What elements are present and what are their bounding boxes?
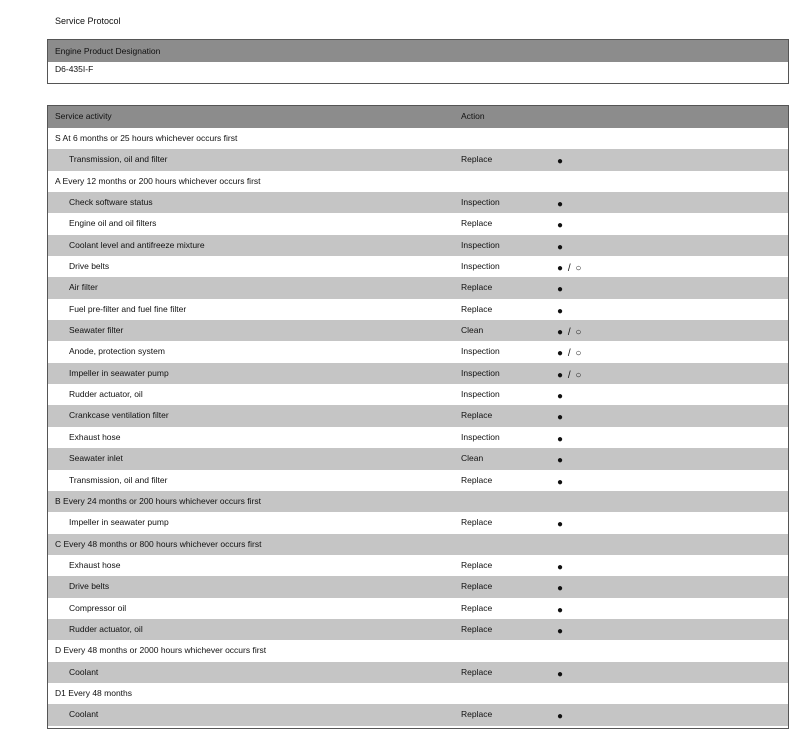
service-activity-cell: D1 Every 48 months <box>55 687 133 698</box>
action-cell: Replace <box>461 559 493 570</box>
action-cell: Inspection <box>461 239 500 250</box>
service-activity-cell: Rudder actuator, oil <box>69 389 143 400</box>
table-row <box>48 320 788 341</box>
status-mark-icon: ● / ○ <box>557 327 583 339</box>
interval-group-row <box>48 171 788 192</box>
service-activity-cell: Anode, protection system <box>69 346 165 357</box>
product-designation-header: Engine Product Designation <box>48 40 788 62</box>
action-cell: Inspection <box>461 431 500 442</box>
status-mark-icon: ● <box>557 284 565 296</box>
action-cell: Inspection <box>461 197 500 208</box>
action-cell: Replace <box>461 666 493 677</box>
table-row <box>48 299 788 320</box>
status-mark-icon: ● <box>557 711 565 723</box>
status-mark-icon: ● <box>557 412 565 424</box>
service-activity-cell: S At 6 months or 25 hours whichever occurs first <box>55 133 238 143</box>
service-activity-cell: Seawater inlet <box>69 453 123 464</box>
service-activity-cell: Fuel pre-filter and fuel fine filter <box>69 303 187 314</box>
service-activity-cell: Coolant <box>69 709 99 720</box>
table-row <box>48 149 788 170</box>
status-mark-icon: ● <box>557 220 565 232</box>
status-mark-icon: ● / ○ <box>557 369 583 381</box>
service-activity-cell: A Every 12 months or 200 hours whichever occurs first <box>55 175 261 186</box>
table-row <box>48 662 788 683</box>
action-cell: Clean <box>461 453 484 464</box>
table-row <box>48 512 788 533</box>
status-mark-icon: ● <box>557 241 565 253</box>
status-mark-icon: ● <box>557 199 565 211</box>
table-row <box>48 405 788 426</box>
action-cell: Inspection <box>461 367 500 378</box>
interval-group-row <box>48 128 788 149</box>
table-row <box>48 384 788 405</box>
action-cell: Inspection <box>461 261 500 272</box>
table-row <box>48 341 788 362</box>
status-mark-icon: ● <box>557 668 565 680</box>
status-mark-icon: ● <box>557 625 565 637</box>
status-mark-icon: ● <box>557 391 565 403</box>
action-cell: Replace <box>461 218 493 229</box>
service-activity-table <box>47 105 789 729</box>
table-row <box>48 277 788 298</box>
product-designation-box <box>47 39 789 84</box>
service-activity-cell: Drive belts <box>69 261 110 272</box>
status-mark-icon: ● / ○ <box>557 263 583 275</box>
table-row <box>48 235 788 256</box>
service-activity-cell: D Every 48 months or 2000 hours whichever occurs first <box>55 645 267 656</box>
table-row <box>48 555 788 576</box>
action-cell: Inspection <box>461 389 500 400</box>
action-cell: Replace <box>461 303 493 314</box>
action-cell: Replace <box>461 517 493 528</box>
table-row <box>48 448 788 469</box>
table-row <box>48 213 788 234</box>
service-activity-cell: Coolant level and antifreeze mixture <box>69 239 205 250</box>
action-cell: Replace <box>461 474 493 485</box>
service-activity-cell: Seawater filter <box>69 325 124 336</box>
service-activity-cell: Impeller in seawater pump <box>69 517 169 528</box>
product-designation-value: D6-435I-F <box>48 62 788 83</box>
status-mark-icon: ● <box>557 455 565 467</box>
table-header-row <box>48 106 788 128</box>
table-body <box>48 128 788 726</box>
interval-group-row <box>48 683 788 704</box>
action-cell: Replace <box>461 581 493 592</box>
interval-group-row <box>48 640 788 661</box>
service-activity-cell: Check software status <box>69 197 153 208</box>
action-cell: Replace <box>461 410 493 421</box>
status-mark-icon: ● <box>557 561 565 573</box>
action-cell: Clean <box>461 325 484 336</box>
service-activity-cell: Exhaust hose <box>69 431 121 442</box>
action-cell: Inspection <box>461 346 500 357</box>
service-activity-cell: Drive belts <box>69 581 110 592</box>
service-activity-cell: Compressor oil <box>69 602 127 613</box>
service-activity-cell: Exhaust hose <box>69 559 121 570</box>
service-activity-cell: B Every 24 months or 200 hours whichever occurs first <box>55 495 261 506</box>
service-activity-cell: Air filter <box>69 282 98 293</box>
status-mark-icon: ● <box>557 519 565 531</box>
table-row <box>48 470 788 491</box>
table-row <box>48 256 788 277</box>
service-activity-cell: Engine oil and oil filters <box>69 218 157 229</box>
status-mark-icon: ● <box>557 433 565 445</box>
document-title: Service Protocol <box>55 16 121 26</box>
table-row <box>48 576 788 597</box>
table-row <box>48 704 788 725</box>
table-row <box>48 192 788 213</box>
status-mark-icon: ● <box>557 604 565 616</box>
status-mark-icon: ● / ○ <box>557 348 583 360</box>
table-row <box>48 619 788 640</box>
service-activity-cell: Transmission, oil and filter <box>69 154 168 165</box>
action-cell: Replace <box>461 282 493 293</box>
service-activity-cell: Coolant <box>69 666 99 677</box>
action-cell: Replace <box>461 623 493 634</box>
table-row <box>48 598 788 619</box>
status-mark-icon: ● <box>557 583 565 595</box>
service-activity-cell: Impeller in seawater pump <box>69 367 169 378</box>
action-cell: Replace <box>461 154 493 165</box>
table-row <box>48 427 788 448</box>
table-row <box>48 363 788 384</box>
action-cell: Replace <box>461 709 493 720</box>
header-service-activity: Service activity <box>55 111 112 121</box>
interval-group-row <box>48 491 788 512</box>
service-activity-cell: Crankcase ventilation filter <box>69 410 169 421</box>
status-mark-icon: ● <box>557 156 565 168</box>
action-cell: Replace <box>461 602 493 613</box>
service-activity-cell: Rudder actuator, oil <box>69 623 143 634</box>
service-activity-cell: C Every 48 months or 800 hours whichever occurs first <box>55 538 262 549</box>
status-mark-icon: ● <box>557 305 565 317</box>
service-activity-cell: Transmission, oil and filter <box>69 474 168 485</box>
header-action: Action <box>461 111 485 121</box>
status-mark-icon: ● <box>557 476 565 488</box>
interval-group-row <box>48 534 788 555</box>
